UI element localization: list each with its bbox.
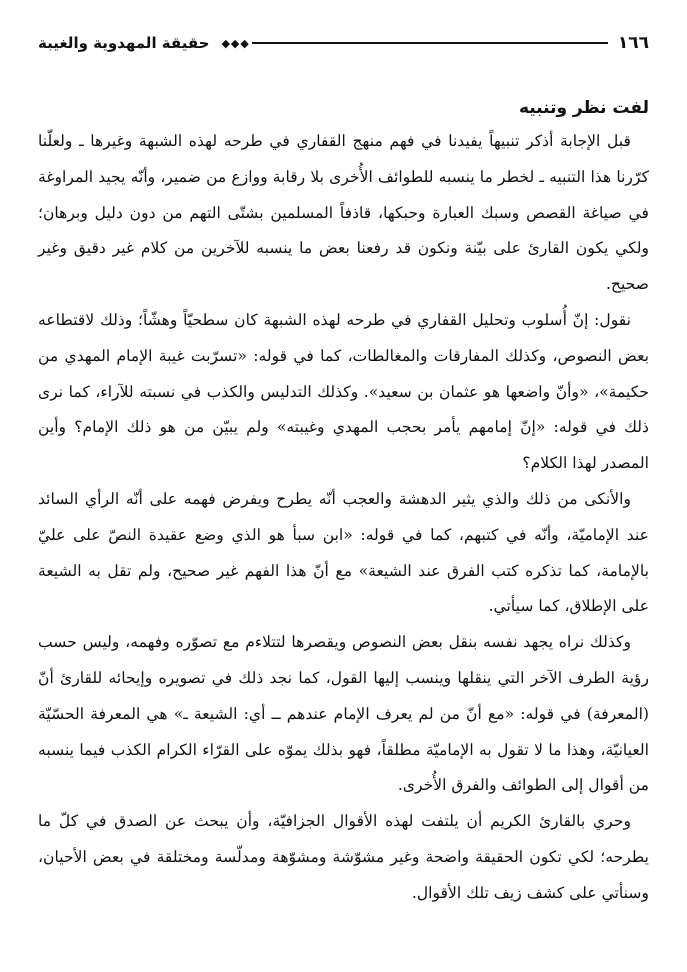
section-heading: لفت نظر وتنبيه xyxy=(518,98,649,118)
diamond-ornament-icon: ◆◆◆ xyxy=(221,36,250,50)
paragraph: وحري بالقارئ الكريم أن يلتفت لهذه الأقوال الجزافيّة، وأن يبحث عن الصدق في كلّ ما يطرحه؛ لكي تكون الحقيقة واضحة وغير مشوّشة ومشوّهة ومدلّسة ومختلقة في بعض الأحيان، وسنأتي على كشف زيف تلك الأقوال. xyxy=(38,812,649,902)
paragraph: وكذلك نراه يجهد نفسه بنقل بعض النصوص ويقصرها لتتلاءم مع تصوّره وفهمه، وليس حسب رؤية الطرف الآخر التي ينقلها وينسب إليها القول، كما نجد ذلك في تصويره وإيحائه للقارئ أنّ (المعرفة) في قوله: «مع أنّ من لم يعرف الإمام عندهم ــ أي: الشيعة ـ» هي المعرفة الحسّيّة العيانيّة، وهذا ما لا تقول به الإماميّة مطلقاً، فهو بذلك يموّه على القرّاء الكرام الكذب فيما ينسبه من أقوال إلى الطوائف والفرق الأُخرى. xyxy=(38,633,649,795)
paragraph: والأنكى من ذلك والذي يثير الدهشة والعجب أنّه يطرح ويفرض فهمه على أنّه الرأي السائد عند الإماميّة، وأنّه في كتبهم، كما في قوله: «ابن سبأ هو الذي وضع عقيدة النصّ على عليّ بالإمامة، كما تذكره كتب الفرق عند الشيعة» مع أنّ هذا الفهم غير صحيح، ولم تقل به الشيعة على الإطلاق، كما سيأتي. xyxy=(38,489,649,616)
page-number: ١٦٦ xyxy=(617,33,649,53)
paragraph: نقول: إنّ أُسلوب وتحليل القفاري في طرحه لهذه الشبهة كان سطحيّاً وهشّاً؛ وذلك لاقتطاعه بعض النصوص، وكذلك المفارقات والمغالطات، كما في قوله: «تسرّبت غيبة الإمام المهدي من حكيمة»، «وأنّ واضعها هو عثمان بن سعيد». وكذلك التدليس والكذب في نسبته للآراء، كما نرى ذلك في قوله: «إنّ إمامهم يأمر بحجب المهدي وغيبته» ولم يبيّن من هو ذلك الإمام؟ وأين المصدر لهذا الكلام؟ xyxy=(38,310,649,473)
header-rule-line xyxy=(252,42,608,44)
body-text xyxy=(38,124,649,912)
book-title: حقيقة المهدوية والغيبة xyxy=(38,34,210,52)
running-header xyxy=(38,30,649,56)
paragraph: قبل الإجابة أذكر تنبيهاً يفيدنا في فهم منهج القفاري في طرحه لهذه الشبهة وغيرها ـ ولعلّنا كرّرنا هذا التنبيه ـ لخطر ما ينسبه للطوائف الأُخرى بلا رقابة ووازع من ضمير، وأنّه يجيد المراوغة في صياغة القصص وسبك العبارة وحبكها، قاذفاً المسلمين بشتّى التهم من دون دليل وبرهان؛ ولكي يكون القارئ على بيّنة ونكون قد رفعنا بعض ما ينسبه للآخرين من كلام غير دقيق وغير صحيح. xyxy=(38,132,649,294)
header-rule xyxy=(219,38,607,49)
